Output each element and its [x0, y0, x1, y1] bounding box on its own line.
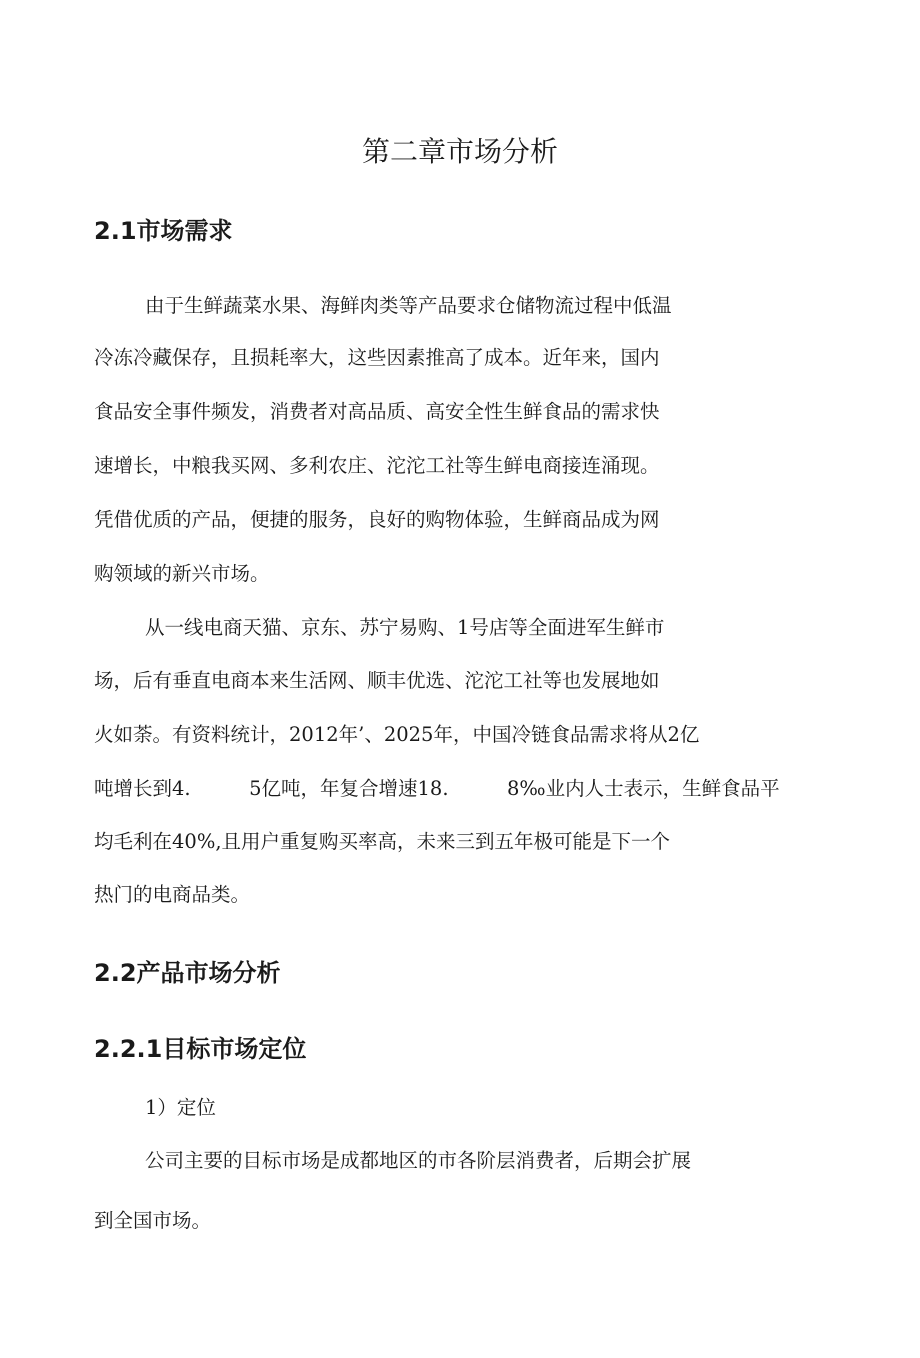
paragraph-line: 到全国市场。 [94, 1209, 212, 1232]
list-item-label: 1）定位 [145, 1096, 216, 1119]
paragraph-line: 凭借优质的产品，便捷的服务，良好的购物体验，生鲜商品成为网 [94, 508, 660, 531]
chapter-title: 第二章市场分析 [361, 135, 558, 168]
paragraph-line: 冷冻冷藏保存，且损耗率大，这些因素推高了成本。近年来，国内 [94, 346, 660, 369]
section-heading-2-2-1: 2.2.1目标市场定位 [94, 1035, 307, 1063]
section-heading-2-1: 2.1市场需求 [94, 217, 233, 245]
paragraph-line: 均毛利在40%,且用户重复购买率高，未来三到五年极可能是下一个 [94, 830, 671, 853]
paragraph-line: 热门的电商品类。 [94, 883, 251, 906]
paragraph-line: 场，后有垂直电商本来生活网、顺丰优选、沱沱工社等也发展地如 [94, 669, 660, 692]
paragraph-line: 购领域的新兴市场。 [94, 562, 270, 585]
paragraph-line: 食品安全事件频发，消费者对高品质、高安全性生鲜食品的需求快 [94, 400, 660, 423]
paragraph-line: 由于生鲜蔬菜水果、海鲜肉类等产品要求仓储物流过程中低温 [145, 294, 672, 317]
paragraph-line: 吨增长到4. 5亿吨，年复合增速18. 8‰业内人士表示，生鲜食品平 [94, 777, 780, 800]
paragraph-line: 速增长，中粮我买网、多利农庄、沱沱工社等生鲜电商接连涌现。 [94, 454, 660, 477]
paragraph-line: 从一线电商天猫、京东、苏宁易购、1号店等全面进军生鲜市 [145, 616, 665, 639]
paragraph-line: 公司主要的目标市场是成都地区的市各阶层消费者，后期会扩展 [145, 1149, 692, 1172]
paragraph-line: 火如荼。有资料统计，2012年’、2025年，中国冷链食品需求将从2亿 [94, 723, 700, 746]
section-heading-2-2: 2.2产品市场分析 [94, 959, 281, 987]
